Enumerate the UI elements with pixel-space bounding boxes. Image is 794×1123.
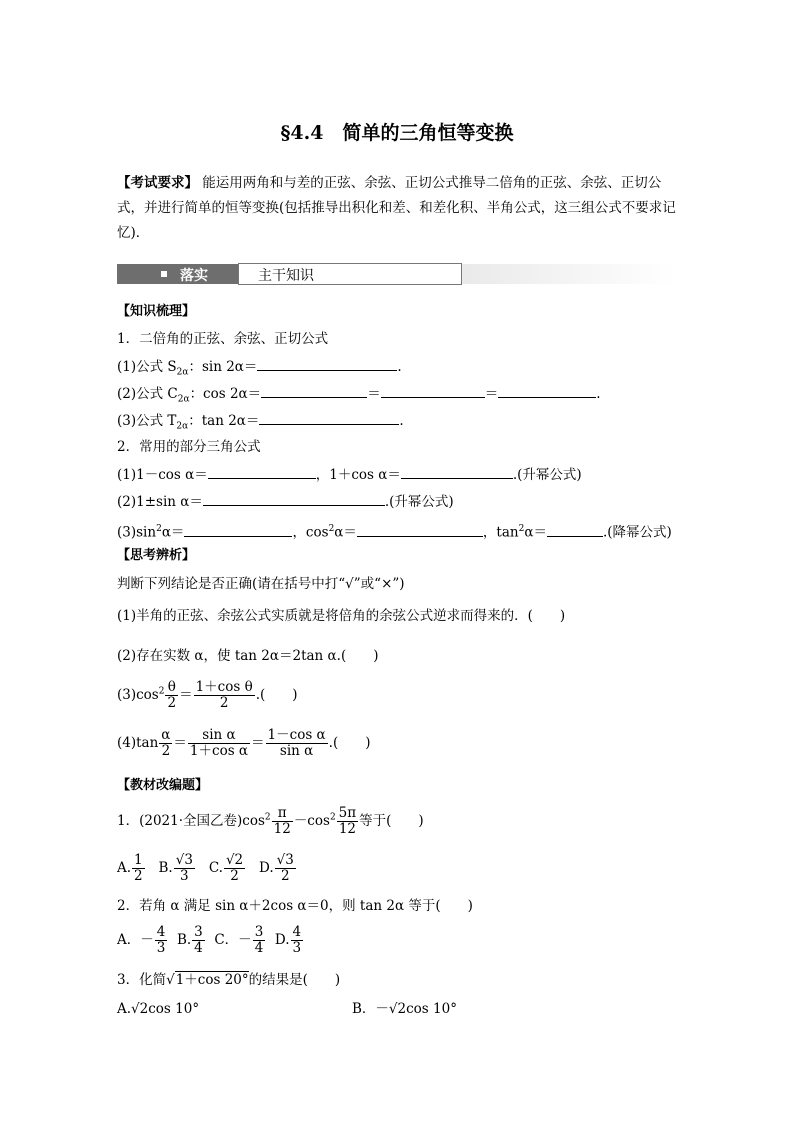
formula-s2a: (1)公式 $S_{2\alpha}$：sin 2α＝ . xyxy=(117,359,402,378)
exam-requirement xyxy=(117,171,679,246)
statement-4: (4)tan $\frac{\alpha}{2}$ ＝ $\frac{\text{sin α}}{\text{1＋cos α}}$ ＝ $\frac{\text{1－cos α}}{\text{sin α}}$ .( ) xyxy=(117,727,371,759)
formula-raise-1: (1)1－cos α＝ ，1＋cos α＝ .(升幂公式) xyxy=(117,467,582,483)
statement-1: (1)半角的正弦、余弦公式实质就是将倍角的余弦公式逆求而得来的．( ) xyxy=(117,608,566,624)
option-a[interactable]: A．－ $\frac{4}{3}$ xyxy=(117,924,166,956)
knowledge-item-2: 2．常用的部分三角公式 xyxy=(117,439,261,455)
option-c[interactable]: C．－ $\frac{3}{4}$ xyxy=(214,924,264,956)
question-1: 1．(2021·全国乙卷)$\cos^2$ $\frac{\pi}{12}$ $-\cos^2$ $\frac{5\pi}{12}$ 等于( ) xyxy=(117,805,424,837)
question-2-options xyxy=(117,925,304,956)
statement-3: $(3)\cos^2$ $\frac{\theta}{2}$ ＝ $\frac{\text{1＋cos θ}}{2}$ .( ) xyxy=(117,679,298,711)
answer-blank[interactable] xyxy=(203,492,385,506)
option-b[interactable]: B. $\frac{3}{4}$ xyxy=(176,924,203,956)
section-banner xyxy=(117,262,677,284)
question-2: 2．若角 α 满足 sin α＋2cos α＝0，则 tan 2α 等于( ) xyxy=(117,898,473,914)
option-d[interactable]: D. $\frac{√3}{2}$ xyxy=(259,852,294,884)
thinking-heading: 【思考辨析】 xyxy=(117,548,196,563)
formula-raise-2: (2)1±sin α＝ .(升幂公式) xyxy=(117,494,454,510)
banner-label-primary: 落实 xyxy=(180,268,208,284)
answer-blank[interactable] xyxy=(257,357,397,371)
requirement-tag: 【考试要求】 xyxy=(117,175,198,191)
answer-blank[interactable] xyxy=(498,384,596,398)
option-d[interactable]: D. $\frac{4}{3}$ xyxy=(274,924,302,956)
option-a[interactable]: A.√2cos 10° xyxy=(117,1001,200,1017)
answer-blank[interactable] xyxy=(357,523,483,537)
requirement-text: 能运用两角和与差的正弦、余弦、正切公式推导二倍角的正弦、余弦、正切公式，并进行简单的恒等变换(包括推导出积化和差、和差化积、半角公式，这三组公式不要求记忆)． xyxy=(117,175,676,241)
formula-c2a: (2)公式 $C_{2\alpha}$：cos 2α＝ ＝ ＝ . xyxy=(117,386,601,405)
question-3: 3．化简√1＋cos 20°的结果是( ) xyxy=(117,972,341,988)
option-b[interactable]: B．－√2cos 10° xyxy=(352,1001,457,1017)
answer-blank[interactable] xyxy=(259,411,399,425)
option-b[interactable]: B. $\frac{√3}{3}$ xyxy=(158,852,193,884)
formula-lower: $(3)\sin^2\alpha=$ ，$\cos^2\alpha=$ ，$\tan^2\alpha=$ .(降幂公式) xyxy=(117,524,672,541)
answer-blank[interactable] xyxy=(381,384,485,398)
option-a[interactable]: A. $\frac{1}{2}$ xyxy=(117,852,143,884)
page-title: §4.4 简单的三角恒等变换 xyxy=(280,122,514,144)
formula-t2a: (3)公式 $T_{2\alpha}$：tan 2α＝ . xyxy=(117,413,404,432)
textbook-heading: 【教材改编题】 xyxy=(117,778,209,793)
question-1-options xyxy=(117,853,297,884)
thinking-intro: 判断下列结论是否正确(请在括号中打“√”或“×”) xyxy=(117,576,405,592)
answer-blank[interactable] xyxy=(547,523,603,537)
answer-blank[interactable] xyxy=(261,384,367,398)
square-icon xyxy=(161,271,167,277)
statement-2: (2)存在实数 α，使 tan 2α＝2tan α.( ) xyxy=(117,648,379,664)
option-c[interactable]: C. $\frac{√2}{2}$ xyxy=(208,852,244,884)
answer-blank[interactable] xyxy=(184,523,292,537)
answer-blank[interactable] xyxy=(208,465,316,479)
knowledge-item-1: 1．二倍角的正弦、余弦、正切公式 xyxy=(117,331,329,347)
knowledge-heading: 【知识梳理】 xyxy=(117,304,196,319)
answer-blank[interactable] xyxy=(401,465,513,479)
banner-label-secondary: 主干知识 xyxy=(258,268,314,284)
